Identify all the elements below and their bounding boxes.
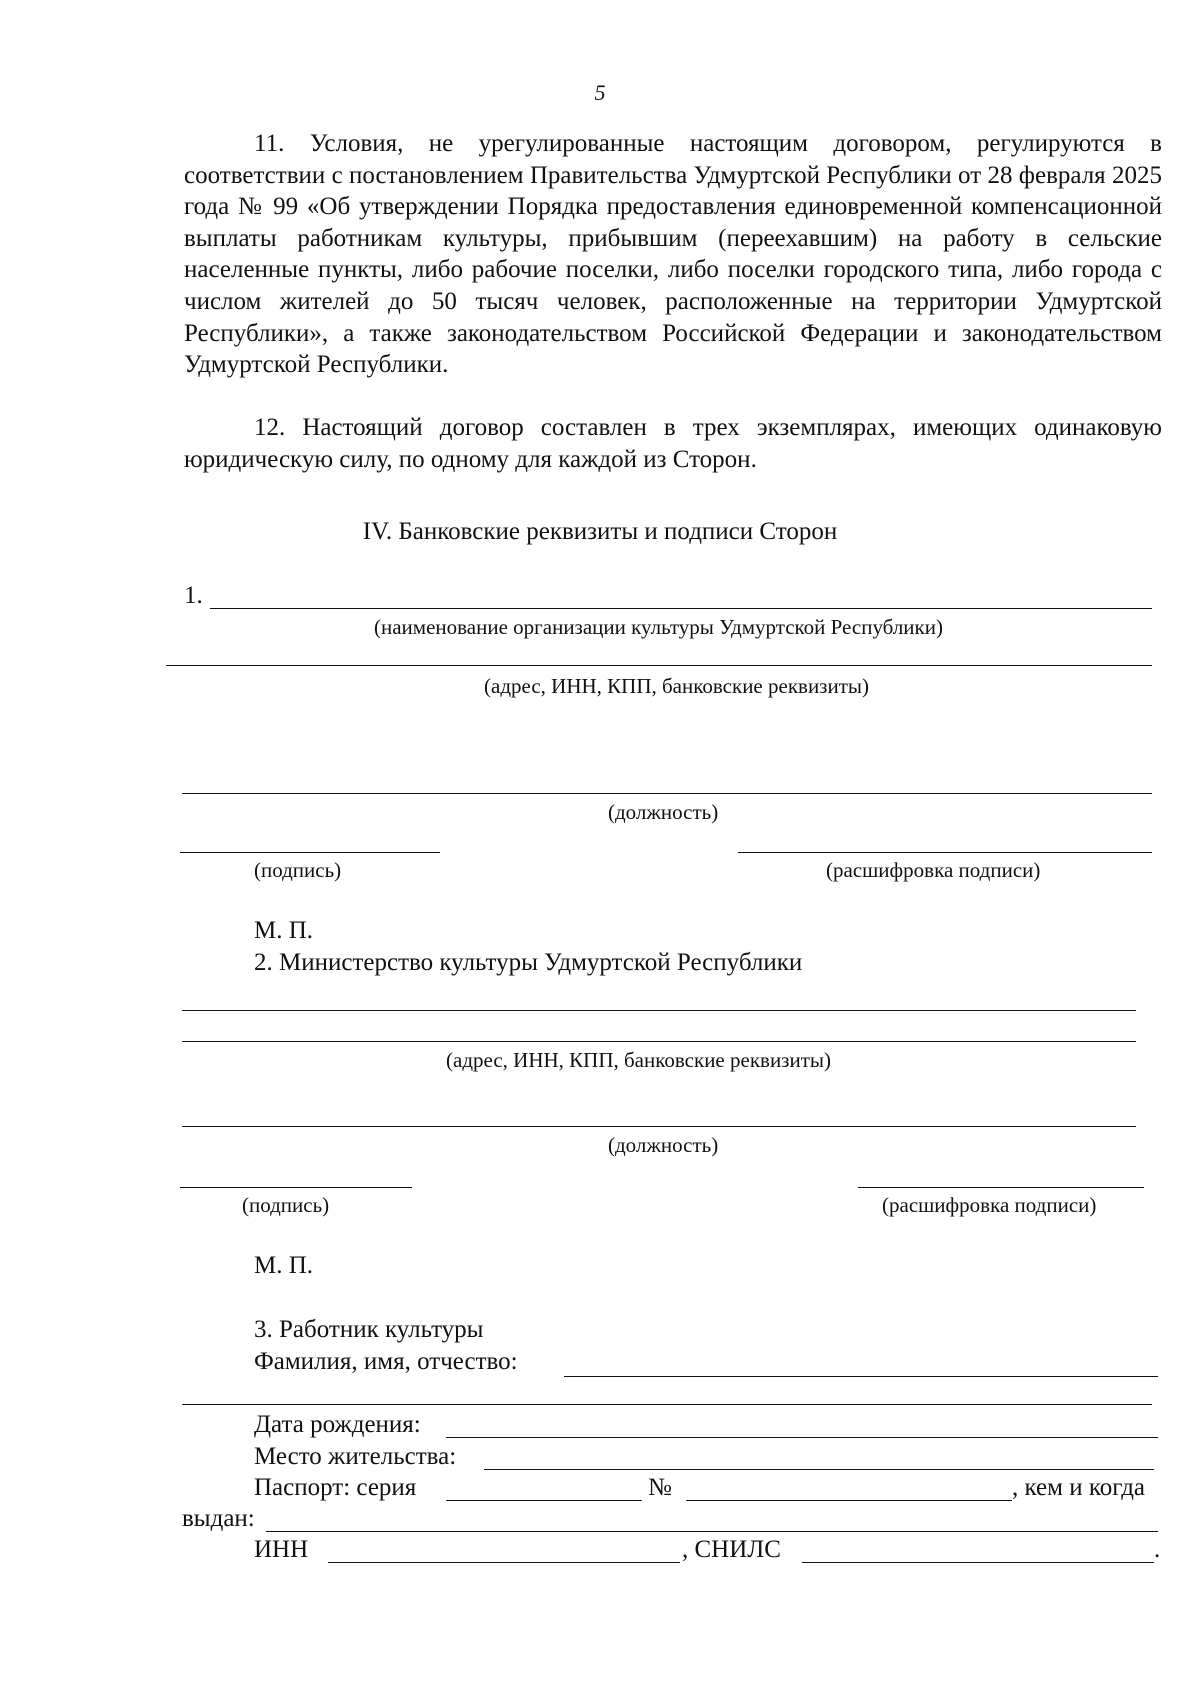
- party2-signature-line[interactable]: [180, 1187, 412, 1188]
- passport-number-sign: №: [648, 1474, 672, 1501]
- party2-seal: М. П.: [254, 1252, 314, 1279]
- party2-decode-line[interactable]: [858, 1187, 1144, 1188]
- party1-decode-line[interactable]: [738, 852, 1152, 853]
- party2-position-caption: (должность): [608, 1133, 719, 1157]
- passport-number-line[interactable]: [686, 1500, 1012, 1501]
- issued-label: выдан:: [182, 1505, 255, 1532]
- passport-series-line[interactable]: [446, 1500, 642, 1501]
- party2-position-line[interactable]: [182, 1126, 1136, 1127]
- paragraph-11-text: 11. Условия, не урегулированные настоящим договором, регулируются в соответствии с постановлением Правительства Удмуртской Республики от 28 февраля 2025 года № 99 «Об утверждении Порядка предоставления единовременной компенсационной выплаты работникам культуры, прибывшим (переехавшим) на работу в сельские населенные пункты, либо рабочие поселки, либо поселки городского типа, либо города с числом жителей до 50 тысяч человек, расположенные на территории Удмуртской Республики», а также законодательством Российской Федерации и законодательством Удмуртской Республики.: [184, 130, 1162, 379]
- inn-label: ИНН: [254, 1536, 309, 1563]
- party1-org-caption: (наименование организации культуры Удмуртской Республики): [374, 615, 943, 639]
- issued-line[interactable]: [266, 1531, 1158, 1532]
- passport-label: Паспорт: серия: [254, 1474, 417, 1501]
- party1-address-line[interactable]: [166, 665, 1152, 666]
- fio-line-2[interactable]: [182, 1404, 1152, 1405]
- party2-address-caption: (адрес, ИНН, КПП, банковские реквизиты): [446, 1048, 831, 1072]
- party1-seal: М. П.: [254, 917, 314, 944]
- snils-label: , СНИЛС: [682, 1536, 781, 1563]
- fio-label: Фамилия, имя, отчество:: [254, 1348, 518, 1375]
- party1-signature-caption: (подпись): [254, 858, 342, 882]
- party1-signature-line[interactable]: [180, 852, 440, 853]
- snils-line[interactable]: [802, 1562, 1154, 1563]
- party2-line-1[interactable]: [182, 1010, 1136, 1011]
- party2-signature-caption: (подпись): [242, 1193, 330, 1217]
- inn-line[interactable]: [328, 1562, 680, 1563]
- party1-position-caption: (должность): [608, 800, 719, 824]
- party2-title: 2. Министерство культуры Удмуртской Республики: [254, 949, 803, 976]
- birth-date-label: Дата рождения:: [254, 1411, 421, 1438]
- section-heading: IV. Банковские реквизиты и подписи Сторон: [362, 518, 838, 545]
- party3-title: 3. Работник культуры: [254, 1316, 484, 1343]
- birth-date-line[interactable]: [446, 1437, 1158, 1438]
- party1-number: 1.: [184, 582, 203, 609]
- party1-position-line[interactable]: [182, 793, 1152, 794]
- party1-org-name-line[interactable]: [210, 608, 1152, 609]
- fio-line[interactable]: [564, 1376, 1158, 1377]
- party2-address-line[interactable]: [182, 1041, 1136, 1042]
- paragraph-12: [184, 412, 1162, 475]
- page-number: 5: [594, 80, 606, 105]
- end-dot: .: [1154, 1536, 1161, 1563]
- paragraph-12-text: 12. Настоящий договор составлен в трех экземплярах, имеющих одинаковую юридическую силу, по одному для каждой из Сторон.: [184, 414, 1162, 473]
- party1-address-caption: (адрес, ИНН, КПП, банковские реквизиты): [484, 674, 869, 698]
- party2-decode-caption: (расшифровка подписи): [882, 1193, 1097, 1217]
- party1-decode-caption: (расшифровка подписи): [826, 858, 1041, 882]
- paragraph-11: [184, 128, 1162, 381]
- issued-by-suffix: , кем и когда: [1012, 1474, 1146, 1501]
- residence-label: Место жительства:: [254, 1443, 457, 1470]
- residence-line[interactable]: [484, 1469, 1154, 1470]
